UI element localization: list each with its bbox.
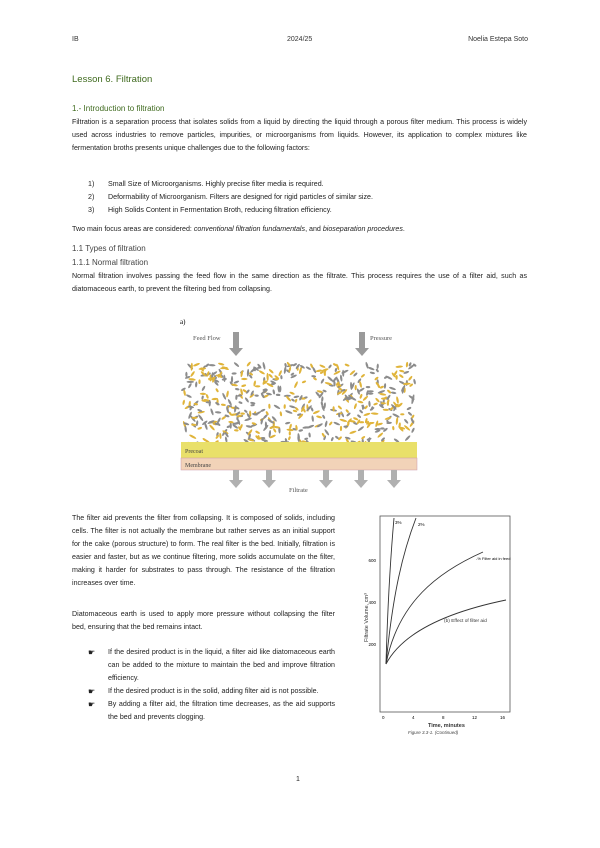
cake-particle (368, 366, 375, 370)
filtrate-volume-graph (358, 512, 518, 737)
cake-particle (285, 421, 291, 424)
cake-particle (244, 417, 252, 422)
cake-particle (392, 426, 395, 430)
x-tick: 12 (472, 715, 478, 720)
pointing-hand-icon: ☛ (88, 687, 96, 696)
page-number: 1 (296, 776, 300, 783)
list-item: 3) High Solids Content in Fermentation Broth, reducing filtration efficiency. (88, 206, 332, 214)
cake-particle (302, 426, 309, 429)
filtrate-arrow (354, 470, 368, 488)
down-arrows (229, 332, 369, 356)
list-item: 2) Deformability of Microorganism. Filters are designed for rigid particles of similar size. (88, 193, 373, 201)
cake-particle (408, 364, 416, 370)
cake-particle (189, 434, 197, 440)
cake-particle (368, 390, 374, 392)
cake-particle (225, 436, 228, 442)
cake-particle (395, 417, 398, 425)
cake-particle (198, 379, 200, 384)
cake-particle (201, 385, 206, 391)
cake-particle (285, 410, 293, 415)
list-item: ☛ If the desired product is in the solid, adding filter aid is not possible. (88, 687, 319, 696)
cake-particle (262, 362, 266, 370)
filtrate-arrow (319, 470, 333, 488)
cake-particle (355, 385, 357, 390)
cake-particle (258, 370, 265, 375)
cake-particle (358, 387, 365, 392)
cake-particle (228, 421, 234, 424)
cake-particle (341, 369, 349, 374)
cake-particle (344, 363, 349, 367)
y-tick: 400 (368, 600, 376, 605)
cake-particle (254, 394, 259, 397)
y-tick: 200 (368, 642, 376, 647)
cake-particle (221, 403, 226, 406)
membrane-layer (181, 458, 417, 470)
x-tick: 16 (500, 715, 506, 720)
cake-particle (304, 437, 308, 440)
list-item: ☛ If the desired product is in the liquid, a filter aid like diatomaceous earth can be added to the mixture to maintain the bed and improve filtration efficiency. (88, 646, 335, 685)
cake-particle (337, 405, 342, 410)
cake-particle (403, 370, 409, 374)
filtrate-arrow (387, 470, 401, 488)
cake-particle (333, 370, 341, 376)
cake-particle (201, 395, 204, 399)
cake-particle (349, 430, 357, 434)
cake-particle (210, 408, 214, 416)
cake-particle (215, 388, 219, 393)
cake-particle (327, 376, 334, 383)
cake-particle (246, 361, 251, 367)
cake-particle (311, 415, 314, 422)
cake-particle (288, 436, 292, 441)
bullet-list (88, 646, 335, 724)
cake-particle (333, 406, 335, 411)
pressure-label: Pressure (370, 335, 393, 342)
cake-particle (363, 412, 371, 416)
cake-particle (187, 383, 192, 389)
header-right: Noelia Estepa Soto (468, 36, 528, 43)
curve-low (386, 600, 506, 664)
filtrate-arrow (229, 470, 243, 488)
x-axis-label: Time, minutes (428, 723, 465, 729)
cake-particle (294, 398, 297, 403)
cake-particle (316, 415, 322, 419)
cake-particle (353, 403, 357, 410)
cake-particle (215, 411, 222, 414)
cake-particle (234, 429, 239, 432)
cake-particle (273, 404, 280, 410)
cake-particle (232, 372, 237, 374)
section-title-types: 1.1 Types of filtration (72, 244, 146, 253)
cake-particle (333, 421, 340, 426)
cake-particle (366, 386, 371, 388)
x-tick: 0 (382, 715, 385, 720)
cake-particle (383, 409, 389, 412)
cake-particle (187, 381, 195, 383)
curves (386, 518, 506, 664)
cake-particle (311, 375, 316, 378)
cake-particle (319, 364, 326, 369)
lesson-title: Lesson 6. Filtration (72, 74, 153, 85)
cake-particle (312, 366, 317, 373)
cake-particle (233, 362, 239, 368)
section-title-normal: 1.1.1 Normal filtration (72, 258, 149, 267)
cake-particle (289, 423, 293, 429)
cake-particle (298, 429, 303, 432)
cake-particle (231, 376, 233, 383)
cake-particle (280, 375, 283, 379)
cake-particle (370, 371, 376, 374)
y-axis-label: Filtrate Volume, cm³ (364, 593, 370, 642)
cake-particle (193, 362, 200, 367)
cake-particle (328, 364, 332, 369)
cake-particle (279, 386, 281, 393)
cake-particle (197, 426, 202, 430)
curve-2pct (386, 518, 416, 664)
cake-particle (190, 363, 193, 371)
cake-particle (392, 413, 400, 418)
cake-particle (233, 380, 239, 384)
cake-particle (345, 409, 349, 414)
cake-particle (268, 368, 274, 374)
pressure-arrow (355, 332, 369, 356)
header-left: IB (72, 36, 79, 43)
cake-particle (339, 418, 347, 422)
cake-particle (272, 389, 275, 395)
diatomaceous-paragraph: Diatomaceous earth is used to apply more pressure without collapsing the filter bed, ensuring that the bed remains intact. (72, 610, 335, 631)
cake-particle (268, 373, 273, 378)
cake-particle (185, 372, 187, 377)
cake-particle (376, 364, 379, 370)
filtrate-arrows (229, 470, 401, 488)
cake-particle (353, 417, 359, 421)
cake-particle (368, 401, 371, 407)
cake-particle (357, 414, 362, 419)
cake-particle (399, 369, 405, 372)
cake-particle (384, 383, 387, 389)
filtration-diagram (177, 314, 420, 500)
cake-particle (219, 433, 222, 439)
factors-list (88, 178, 528, 217)
cake-particle (283, 404, 285, 409)
cake-particle (223, 375, 226, 383)
cake-particle (321, 396, 324, 402)
x-tick: 8 (442, 715, 445, 720)
cake-particle (268, 404, 270, 409)
cake-particle (328, 421, 333, 426)
cake-particle (293, 395, 299, 398)
curve-label: 2% (418, 522, 425, 527)
cake-particle (205, 394, 209, 399)
cake-particle (289, 431, 291, 435)
x-tick: 4 (412, 715, 415, 720)
cake-particle (406, 362, 409, 368)
cake-particle (395, 365, 403, 368)
figure-caption: Figure 3.3-1. (Continued) (408, 730, 459, 735)
feed-flow-label: Feed Flow (193, 335, 221, 342)
cake-particle (240, 412, 245, 415)
filtrate-label: Filtrate (289, 487, 308, 494)
precoat-label: Precoat (185, 449, 203, 455)
cake-particle (322, 414, 326, 419)
cake-particle (289, 405, 296, 409)
cake-particle (227, 399, 232, 406)
cake-particle (413, 379, 416, 385)
cake-particle (334, 368, 337, 372)
cake-particle (195, 381, 198, 387)
curve-label: -% Filter aid in feed (476, 556, 511, 561)
cake-particle (408, 375, 413, 381)
section-title-intro: 1.- Introduction to filtration (72, 104, 165, 113)
header-center: 2024/25 (287, 36, 313, 43)
cake-particle (404, 435, 411, 442)
cake-particle (395, 375, 397, 380)
cake-particle (238, 401, 243, 405)
cake-particle (279, 411, 282, 416)
cake-particle (362, 395, 368, 401)
cake-particle (403, 425, 410, 432)
cake-particle (241, 384, 246, 388)
cake-particle (371, 412, 379, 415)
membrane-label: Membrane (185, 463, 211, 469)
cake-particle (313, 410, 321, 415)
cake-particle (305, 366, 311, 371)
cake-particle (188, 378, 196, 381)
filter-aid-paragraph: The filter aid prevents the filter from collapsing. It is composed of solids, including cells. The filter is not actually the membrane but rather serves as an initial support for the cake (porous structure) to form. The real filter is the bed. Initially, filtration is easier and faster, but as we continue filtering, more solids accumulate on the filter, making it harder for substrates to pass through. The resistance of the filtration increases over time. (72, 514, 335, 587)
cake-particle (357, 426, 364, 432)
normal-filtration-paragraph: Normal filtration involves passing the feed flow in the same direction as the filtrate. This process requires the use of a filter aid, such as diatomaceous earth, to prevent the filtering bed from collapsing. (72, 272, 527, 293)
cake-particle (266, 373, 268, 381)
curve-3pct (386, 518, 394, 664)
cake-particle (320, 378, 325, 384)
cake-particle (387, 389, 392, 394)
cake-particle (308, 432, 311, 437)
cake-particle (400, 413, 404, 415)
cake-particle (247, 369, 250, 377)
cake-particle (197, 414, 203, 422)
cake-particle (396, 396, 400, 404)
cake-particle (367, 392, 373, 394)
feed-arrow (229, 332, 243, 356)
cake-particle (375, 397, 381, 403)
cake-particle (222, 392, 227, 400)
cake-particle (406, 406, 411, 410)
cake-particle (307, 399, 312, 404)
cake-particle (379, 385, 384, 389)
plot-frame (380, 516, 510, 712)
cake-particle (209, 400, 211, 407)
cake-particle (182, 400, 185, 406)
cake-particle (190, 371, 196, 378)
cake-particle (302, 380, 307, 384)
curve-label: 3% (395, 520, 402, 525)
cake-particle (360, 373, 365, 378)
cake-particle (389, 386, 397, 390)
cake-particle (399, 374, 405, 379)
cake-particle (407, 411, 412, 416)
cake-particle (235, 388, 240, 391)
cake-particle (291, 398, 296, 402)
cake-particle (289, 391, 295, 395)
cake-particle (241, 378, 247, 380)
cake-particle (324, 429, 330, 436)
cake-particle (373, 402, 378, 406)
cake-particle (273, 428, 277, 433)
y-tick: 600 (368, 558, 376, 563)
precoat-layer (181, 442, 417, 458)
cake-particle (186, 394, 193, 399)
list-item: ☛ By adding a filter aid, the filtration time decreases, as the aid supports the bed and prevents clogging. (88, 698, 335, 724)
panel-caption: (b) Effect of filter aid (444, 619, 487, 624)
cake-particle (244, 397, 249, 403)
cake-particle (293, 381, 298, 388)
cake-particle (411, 427, 415, 433)
cake-particle (377, 432, 384, 438)
cake-particle (357, 400, 363, 403)
focus-areas: Two main focus areas are considered: conventional filtration fundamentals, and bioseparation procedures. (72, 225, 405, 233)
cake-particle (403, 418, 408, 424)
list-item: 1) Small Size of Microorganisms. Highly precise filter media is required. (88, 180, 324, 188)
cake-particle (208, 364, 215, 367)
pointing-hand-icon: ☛ (88, 648, 96, 657)
cake-particle (391, 391, 397, 394)
cake-particle (244, 409, 248, 413)
cake-particle (330, 437, 334, 442)
cake-particle (200, 393, 207, 396)
pointing-hand-icon: ☛ (88, 700, 96, 709)
cake-particle (218, 362, 225, 366)
cake-particle (324, 420, 328, 427)
cake-particle (255, 385, 261, 387)
cake-particle (276, 394, 281, 397)
panel-label: a) (180, 318, 186, 326)
cake-particle (226, 390, 229, 397)
cake-particle (333, 381, 335, 387)
intro-paragraph: Filtration is a separation process that isolates solids from a liquid by directing the liquid through a porous filter medium. This process is widely used across industries to remove particles, impurities, or microorganisms from liquids. However, its application to complex mixtures like fermentation broths presents unique challenges due to the following factors: (72, 118, 527, 152)
filtrate-arrow (262, 470, 276, 488)
cake-particle (340, 426, 342, 431)
cake-particle (340, 374, 343, 381)
cake-particle (255, 430, 260, 434)
